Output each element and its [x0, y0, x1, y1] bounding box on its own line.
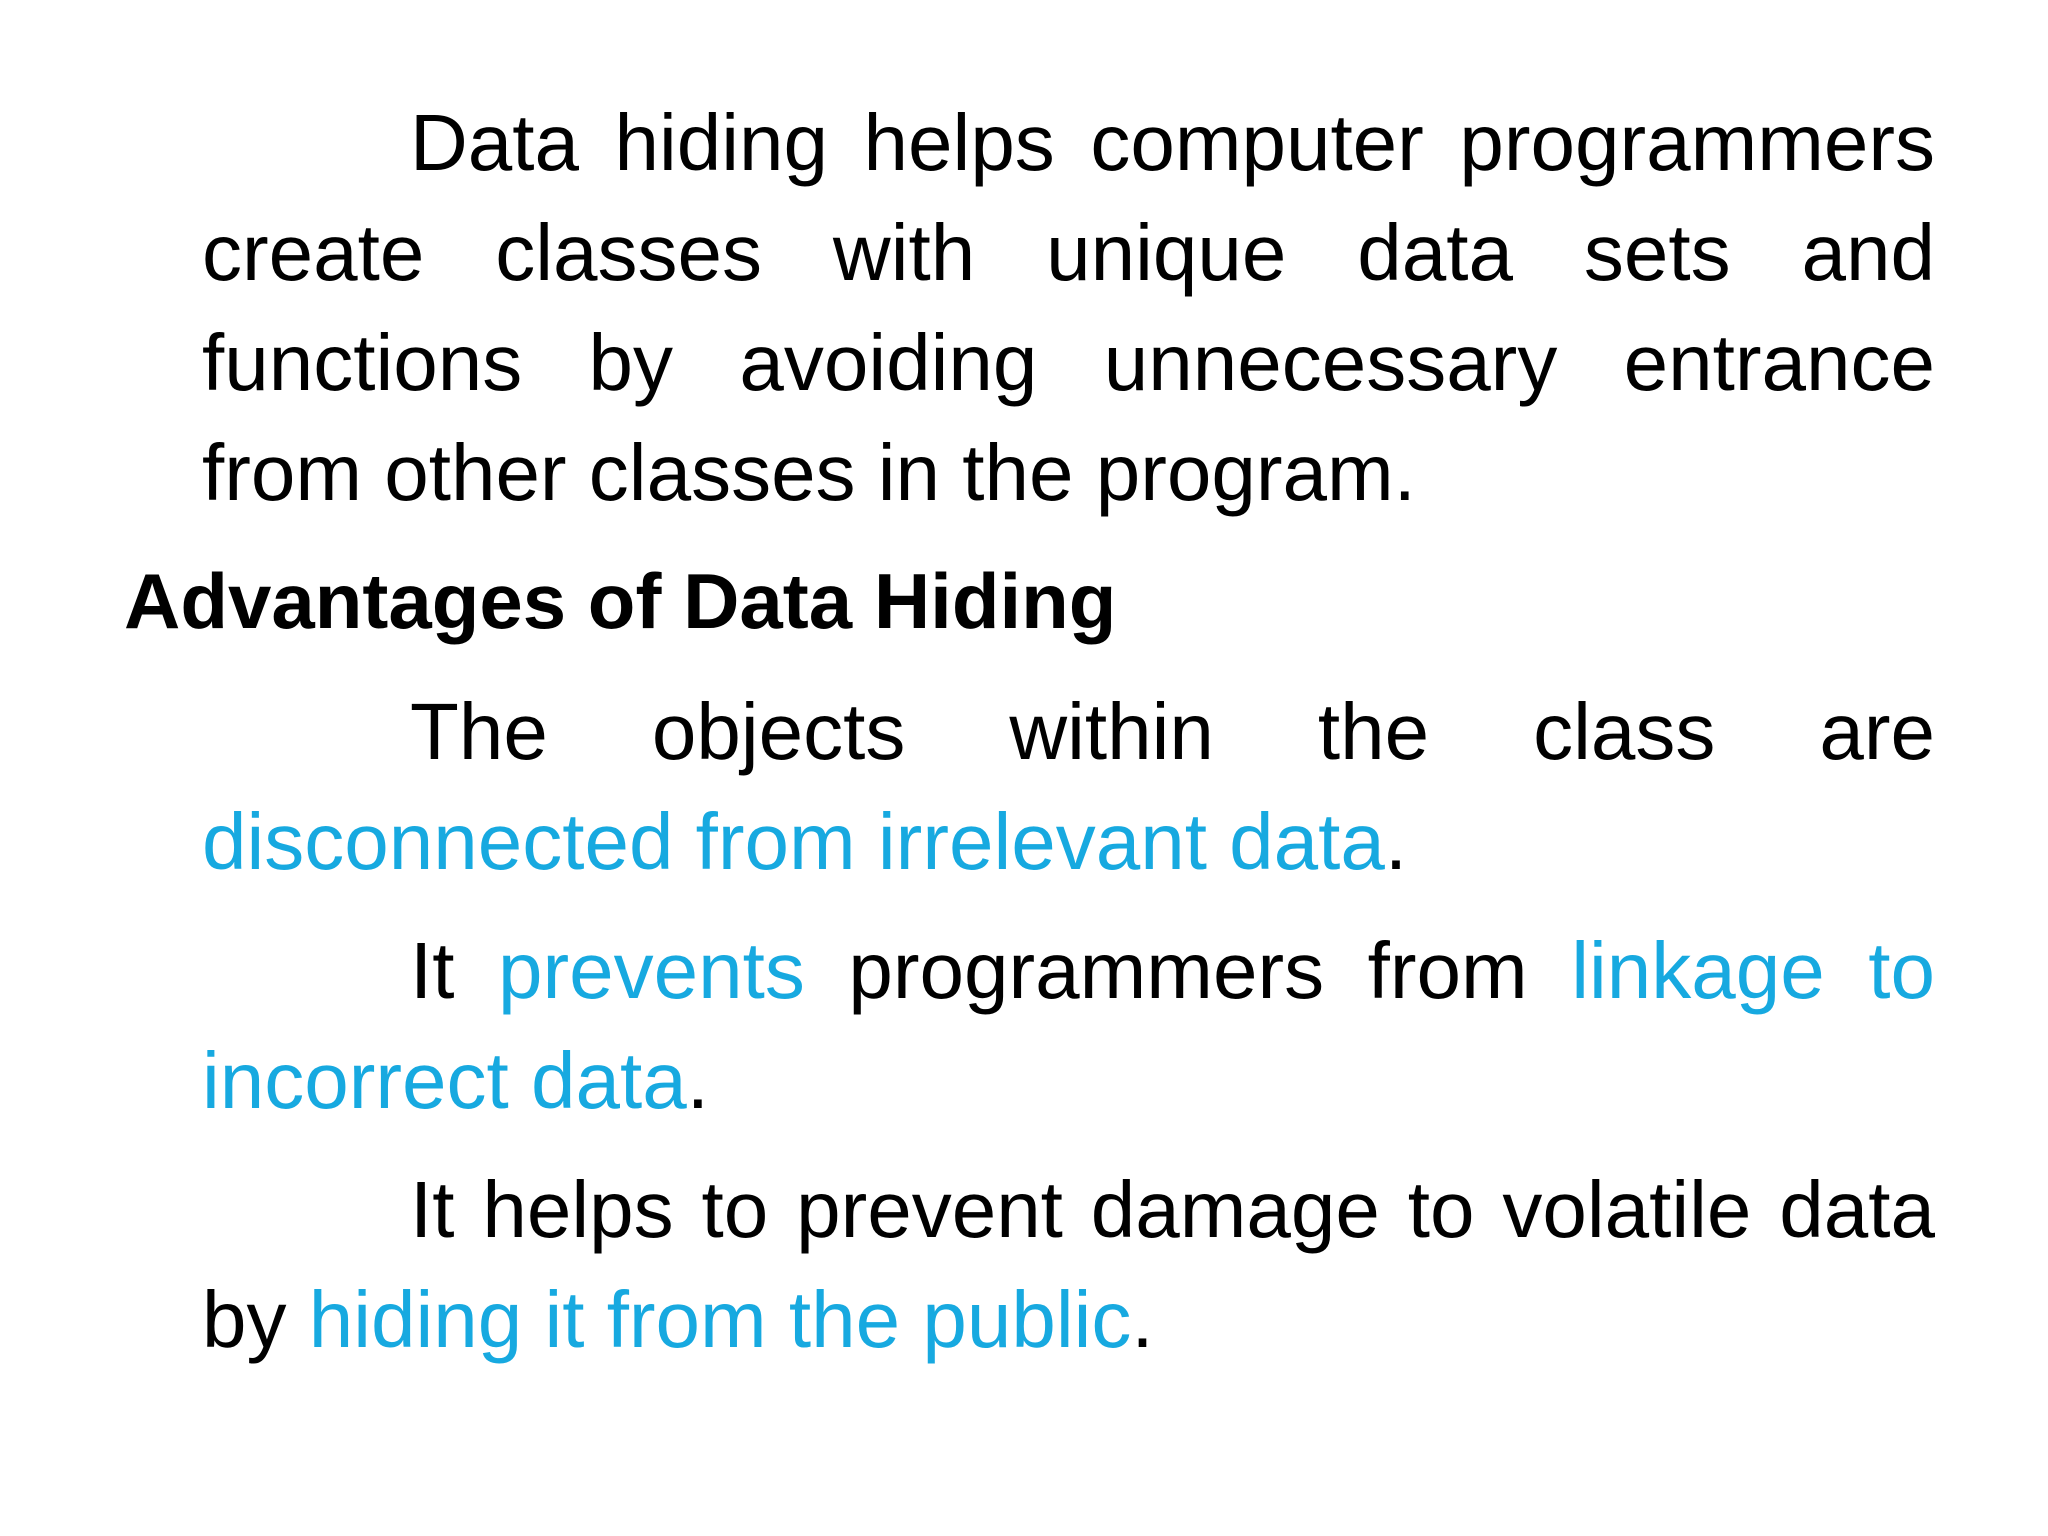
advantage-2-highlight-2: linkage to incorrect data [202, 926, 1935, 1125]
advantage-1-highlight: disconnected from irrelevant data [202, 797, 1385, 886]
advantage-1-text-after: . [1384, 797, 1408, 886]
advantage-3-text-before: It helps to prevent damage to volatile data by [202, 1165, 1935, 1364]
intro-paragraph-text: Data hiding helps computer programmers create classes with unique data sets and functions by avoiding unnecessary entrance from other classes in the program. [202, 98, 1935, 517]
advantage-2-highlight-1: prevents [498, 926, 805, 1015]
advantage-2-text-1: It [410, 926, 499, 1015]
advantage-3-text-after: . [1131, 1275, 1154, 1364]
advantage-3-highlight: hiding it from the public [308, 1275, 1132, 1364]
advantages-heading-text: Advantages of Data Hiding [124, 557, 1117, 645]
advantage-2-text-3: . [686, 1036, 709, 1125]
intro-paragraph [202, 88, 1935, 528]
advantage-1-text-before: The objects within the class are [410, 687, 1935, 776]
advantages-heading [124, 546, 1116, 656]
advantage-2-text-2: programmers from [804, 926, 1572, 1015]
advantage-paragraph-1 [202, 677, 1935, 897]
advantage-paragraph-2 [202, 916, 1935, 1136]
advantage-paragraph-3 [202, 1155, 1935, 1375]
